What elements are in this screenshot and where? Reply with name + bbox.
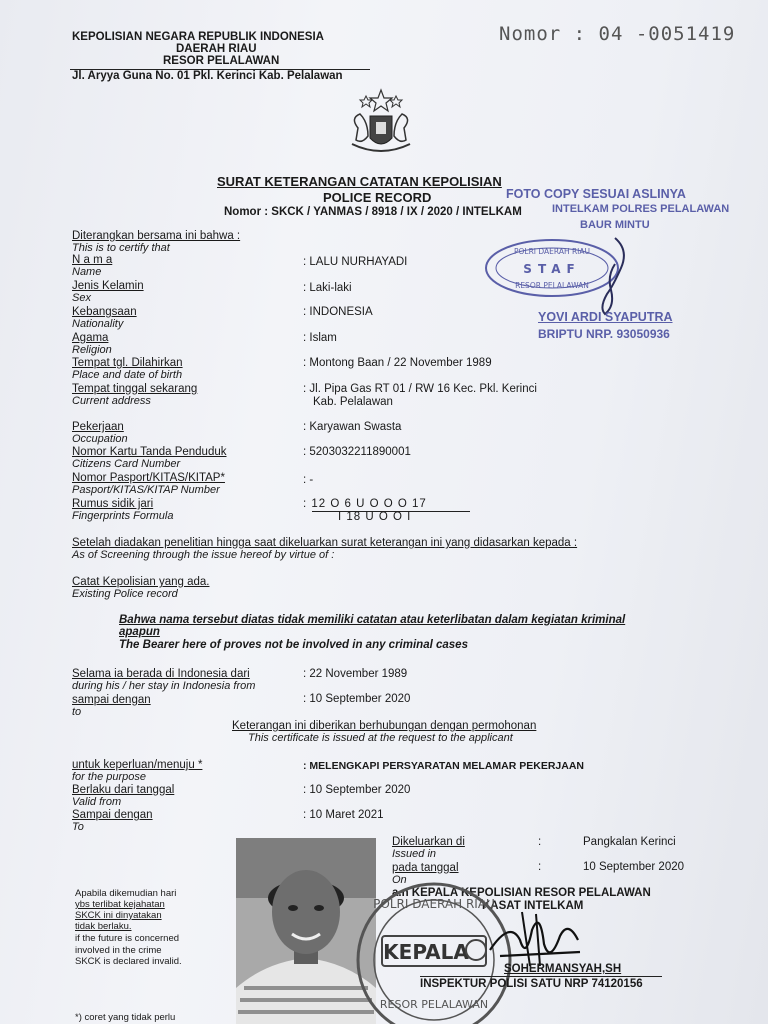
field-address-sub: Current address xyxy=(72,395,151,407)
copy-officer-rank: BRIPTU NRP. 93050936 xyxy=(538,327,670,341)
header-address: Jl. Aryya Guna No. 01 Pkl. Kerinci Kab. Pelalawan xyxy=(72,70,343,82)
field-birth-value: : Montong Baan / 22 November 1989 xyxy=(303,357,492,369)
field-nationality-sub: Nationality xyxy=(72,318,124,330)
copy-stamp-line-2: INTELKAM POLRES PELALAWAN xyxy=(552,203,730,215)
header-line-2: DAERAH RIAU xyxy=(176,43,257,55)
field-id-card-label: Nomor Kartu Tanda Penduduk xyxy=(72,446,227,458)
svg-text:POLRI DAERAH RIAU: POLRI DAERAH RIAU xyxy=(373,897,495,911)
copy-stamp-line-3: BAUR MINTU xyxy=(580,219,650,231)
stay-from-value: : 22 November 1989 xyxy=(303,668,408,680)
field-fingerprint-label: Rumus sidik jari xyxy=(72,498,154,510)
request-label: Keterangan ini diberikan berhubungan dengan permohonan xyxy=(232,720,537,732)
valid-to-label: Sampai dengan xyxy=(72,809,153,821)
footnote: *) coret yang tidak perlu xyxy=(75,1012,176,1023)
field-occupation-label: Pekerjaan xyxy=(72,421,124,433)
field-nationality-value: : INDONESIA xyxy=(303,306,373,318)
field-passport-sub: Pasport/KITAS/KITAP Number xyxy=(72,484,220,496)
field-occupation-sub: Occupation xyxy=(72,433,128,445)
field-id-card-value: : 5203032211890001 xyxy=(303,446,411,458)
purpose-sub: for the purpose xyxy=(72,771,146,783)
field-id-card-sub: Citizens Card Number xyxy=(72,458,181,470)
field-sex-sub: Sex xyxy=(72,292,91,304)
valid-from-sub: Valid from xyxy=(72,796,122,808)
record-sub: Existing Police record xyxy=(72,588,178,600)
police-emblem-icon xyxy=(338,88,424,156)
document-title-english: POLICE RECORD xyxy=(323,190,432,205)
note-line-1: Apabila dikemudian hari xyxy=(75,888,177,899)
svg-text:KEPALA: KEPALA xyxy=(383,940,469,964)
valid-to-sub: To xyxy=(72,821,84,833)
signatory-line-1: a.n KEPALA KEPOLISIAN RESOR PELALAWAN xyxy=(392,887,651,899)
field-birth-sub: Place and date of birth xyxy=(72,369,183,381)
stay-from-label: Selama ia berada di Indonesia dari xyxy=(72,668,250,680)
purpose-label: untuk keperluan/menuju * xyxy=(72,759,203,771)
signatory-rank: INSPEKTUR POLISI SATU NRP 74120156 xyxy=(420,978,643,990)
field-religion-sub: Religion xyxy=(72,344,112,356)
field-sex-label: Jenis Kelamin xyxy=(72,280,144,292)
valid-to-value: : 10 Maret 2021 xyxy=(303,809,384,821)
svg-text:STAF: STAF xyxy=(523,262,581,276)
note-line-2: ybs terlibat kejahatan xyxy=(75,899,165,910)
note-line-6: involved in the crime xyxy=(75,945,162,956)
field-fingerprint-value: : 12 O 6 U O O O 17 xyxy=(303,498,427,510)
issued-in-colon: : xyxy=(538,836,542,848)
stay-to-sub: to xyxy=(72,706,82,718)
note-line-5: if the future is concerned xyxy=(75,933,180,944)
stay-from-sub: during his / her stay in Indonesia from xyxy=(72,680,256,692)
statement-line-1: Bahwa nama tersebut diatas tidak memiliki catatan atau keterlibatan dalam kegiatan kriminal xyxy=(119,614,626,626)
field-religion-value: : Islam xyxy=(303,332,337,344)
valid-from-label: Berlaku dari tanggal xyxy=(72,784,175,796)
issued-in-label: Dikeluarkan di xyxy=(392,836,465,848)
issued-on-label: pada tanggal xyxy=(392,862,459,874)
field-fingerprint-value-2: I 18 U O O I xyxy=(338,511,412,523)
intro-sub: This is to certify that xyxy=(72,242,170,254)
field-religion-label: Agama xyxy=(72,332,109,344)
copy-officer-name: YOVI ARDI SYAPUTRA xyxy=(538,310,673,324)
svg-text:RESOR PELALAWAN: RESOR PELALAWAN xyxy=(515,281,589,290)
header-line-1: KEPOLISIAN NEGARA REPUBLIK INDONESIA xyxy=(72,31,324,43)
issued-on-colon: : xyxy=(538,861,542,873)
issued-on-value: 10 September 2020 xyxy=(583,861,685,873)
field-occupation-value: : Karyawan Swasta xyxy=(303,421,402,433)
issued-in-value: Pangkalan Kerinci xyxy=(583,836,676,848)
field-name-sub: Name xyxy=(72,266,102,278)
field-name-label: N a m a xyxy=(72,254,113,266)
field-sex-value: : Laki-laki xyxy=(303,282,352,294)
issued-in-sub: Issued in xyxy=(392,848,437,860)
screening-sub: As of Screening through the issue hereof by virtue of : xyxy=(72,549,335,561)
field-address-value: : Jl. Pipa Gas RT 01 / RW 16 Kec. Pkl. Kerinci xyxy=(303,383,537,395)
note-line-3: SKCK ini dinyatakan xyxy=(75,910,162,921)
issued-on-sub: On xyxy=(392,874,407,886)
field-passport-value: : - xyxy=(303,474,314,486)
field-fingerprint-sub: Fingerprints Formula xyxy=(72,510,174,522)
stay-to-label: sampai dengan xyxy=(72,694,151,706)
header-line-3: RESOR PELALAWAN xyxy=(163,55,280,67)
request-sub: This certificate is issued at the request to the applicant xyxy=(248,732,513,744)
note-line-4: tidak berlaku. xyxy=(75,921,132,932)
document-reference: Nomor : SKCK / YANMAS / 8918 / IX / 2020 / INTELKAM xyxy=(224,206,522,218)
stay-to-value: : 10 September 2020 xyxy=(303,693,411,705)
signatory-name: SOHERMANSYAH,SH xyxy=(504,963,622,975)
field-address-label: Tempat tinggal sekarang xyxy=(72,383,198,395)
screening-label: Setelah diadakan penelitian hingga saat dikeluarkan surat keterangan ini yang didasarkan kepada : xyxy=(72,537,578,549)
statement-line-3: The Bearer here of proves not be involved in any criminal cases xyxy=(119,639,468,651)
field-birth-label: Tempat tgl. Dilahirkan xyxy=(72,357,183,369)
statement-line-2: apapun xyxy=(119,626,160,638)
field-name-value: : LALU NURHAYADI xyxy=(303,256,408,268)
document-title: SURAT KETERANGAN CATATAN KEPOLISIAN xyxy=(217,174,502,189)
document-number: Nomor : 04 -0051419 xyxy=(499,23,736,45)
purpose-value: : MELENGKAPI PERSYARATAN MELAMAR PEKERJAAN xyxy=(303,760,584,772)
note-line-7: SKCK is declared invalid. xyxy=(75,956,182,967)
valid-from-value: : 10 September 2020 xyxy=(303,784,411,796)
intro-label: Diterangkan bersama ini bahwa : xyxy=(72,230,241,242)
field-nationality-label: Kebangsaan xyxy=(72,306,137,318)
field-address-value-2: Kab. Pelalawan xyxy=(313,396,393,408)
field-passport-label: Nomor Pasport/KITAS/KITAP* xyxy=(72,472,225,484)
record-label: Catat Kepolisian yang ada. xyxy=(72,576,210,588)
signatory-line-2: KASAT INTELKAM xyxy=(482,900,584,912)
svg-text:POLRI DAERAH RIAU: POLRI DAERAH RIAU xyxy=(513,247,591,256)
svg-text:RESOR PELALAWAN: RESOR PELALAWAN xyxy=(379,998,489,1011)
copy-stamp-line-1: FOTO COPY SESUAI ASLINYA xyxy=(506,187,686,201)
